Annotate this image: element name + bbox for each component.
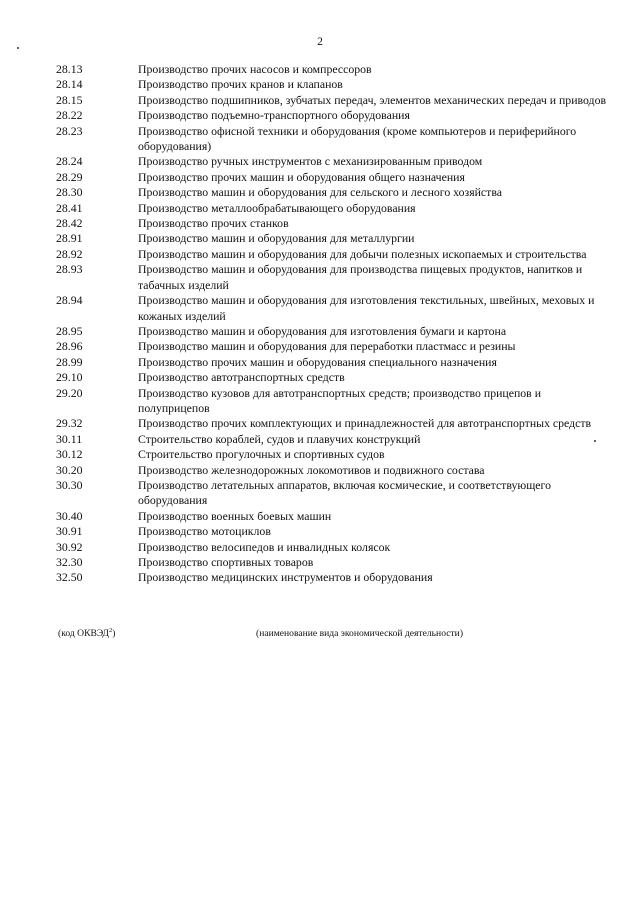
activity-name: Производство велосипедов и инвалидных колясок [138,539,391,554]
okved-row [0,231,640,246]
okved-code: 28.22 [56,108,83,123]
activity-name: Строительство прогулочных и спортивных судов [138,447,385,462]
okved-code: 28.93 [56,262,83,277]
okved-row [0,524,640,539]
footer-labels [0,628,640,644]
activity-name: Производство офисной техники и оборудования (кроме компьютеров и периферийного оборудования) [138,123,577,154]
okved-code: 28.99 [56,354,83,369]
okved-row [0,262,640,293]
okved-code: 30.30 [56,477,83,492]
okved-code: 30.40 [56,508,83,523]
okved-code: 28.41 [56,200,83,215]
okved-code-caption [58,628,115,639]
okved-code: 28.42 [56,216,83,231]
okved-row [0,416,640,431]
okved-code: 28.92 [56,246,83,261]
okved-code: 30.92 [56,539,83,554]
activity-name: Производство военных боевых машин [138,508,332,523]
okved-row [0,478,640,509]
okved-code: 29.20 [56,385,83,400]
activity-name: Производство прочих насосов и компрессоров [138,62,372,76]
okved-code: 30.20 [56,462,83,477]
okved-code: 28.95 [56,323,83,338]
activity-name: Производство летательных аппаратов, включая космические, и соответствующего оборудования [138,477,551,508]
okved-row [0,108,640,123]
okved-row [0,555,640,570]
okved-code: 30.91 [56,524,83,539]
okved-code: 28.91 [56,231,83,246]
okved-code: 30.12 [56,447,83,462]
activity-name: Производство прочих станков [138,216,289,231]
activity-name: Производство прочих машин и оборудования общего назначения [138,169,465,184]
activity-name: Производство машин и оборудования для изготовления текстильных, швейных, меховых и кожаных изделий [138,293,595,323]
okved-row [0,540,640,555]
okved-row [0,154,640,169]
activity-name-caption: (наименование вида экономической деятельности) [256,628,464,639]
okved-list [0,62,640,586]
okved-code: 28.29 [56,169,83,184]
activity-name: Производство машин и оборудования для переработки пластмасс и резины [138,339,516,354]
okved-code: 28.24 [56,154,83,169]
activity-name: Производство машин и оборудования для изготовления бумаги и картона [138,323,507,338]
okved-row [0,370,640,385]
okved-code: 28.23 [56,123,83,138]
activity-name: Производство автотранспортных средств [138,370,345,385]
okved-row [0,185,640,200]
okved-code: 28.96 [56,339,83,354]
okved-row [0,463,640,478]
okved-code-caption-close: ) [112,628,116,639]
okved-row [0,170,640,185]
okved-code: 28.15 [56,92,83,107]
activity-name: Производство прочих машин и оборудования специального назначения [138,354,497,369]
okved-row [0,447,640,462]
activity-name: Производство прочих комплектующих и принадлежностей для автотранспортных средств [138,416,592,431]
okved-code: 28.94 [56,293,83,308]
okved-code: 29.10 [56,370,83,385]
activity-name: Производство мотоциклов [138,524,271,539]
activity-name: Производство спортивных товаров [138,555,314,569]
activity-name: Производство железнодорожных локомотивов и подвижного состава [138,462,485,477]
okved-code: 32.50 [56,570,83,585]
okved-row [0,62,640,77]
okved-row [0,124,640,155]
okved-code: 29.32 [56,416,83,431]
okved-code: 28.30 [56,185,83,200]
okved-row [0,509,640,524]
page-number: 2 [317,36,323,48]
okved-row [0,247,640,262]
activity-name: Строительство кораблей, судов и плавучих конструкций [138,431,421,446]
activity-name: Производство ручных инструментов с механизированным приводом [138,154,483,169]
okved-row [0,324,640,339]
activity-name: Производство подшипников, зубчатых передач, элементов механических передач и приводов [138,92,607,107]
okved-code: 30.11 [56,431,83,446]
okved-code: 28.14 [56,77,83,92]
activity-name: Производство кузовов для автотранспортных средств; производство прицепов и полуприцепов [138,385,542,415]
okved-row [0,93,640,108]
okved-row [0,216,640,231]
activity-name: Производство машин и оборудования для производства пищевых продуктов, напитков и табачных изделий [138,262,583,292]
footnote-marker: 2 [108,626,113,634]
okved-row [0,339,640,354]
activity-name: Производство металлообрабатывающего оборудования [138,200,416,215]
okved-row [0,293,640,324]
okved-row [0,386,640,417]
activity-name: Производство подъемно-транспортного оборудования [138,108,410,123]
okved-row [0,570,640,585]
okved-row [0,355,640,370]
activity-name: Производство прочих кранов и клапанов [138,77,343,92]
activity-name: Производство медицинских инструментов и оборудования [138,570,433,585]
scan-speck [594,440,596,442]
okved-row [0,432,640,447]
okved-code: 28.13 [56,62,83,76]
okved-row [0,77,640,92]
activity-name: Производство машин и оборудования для металлургии [138,231,415,246]
scan-speck [17,47,19,49]
okved-code: 32.30 [56,555,83,569]
okved-code-caption-text: (код ОКВЭД [58,628,109,639]
activity-name: Производство машин и оборудования для сельского и лесного хозяйства [138,185,502,200]
activity-name: Производство машин и оборудования для добычи полезных ископаемых и строительства [138,246,587,261]
okved-row [0,201,640,216]
